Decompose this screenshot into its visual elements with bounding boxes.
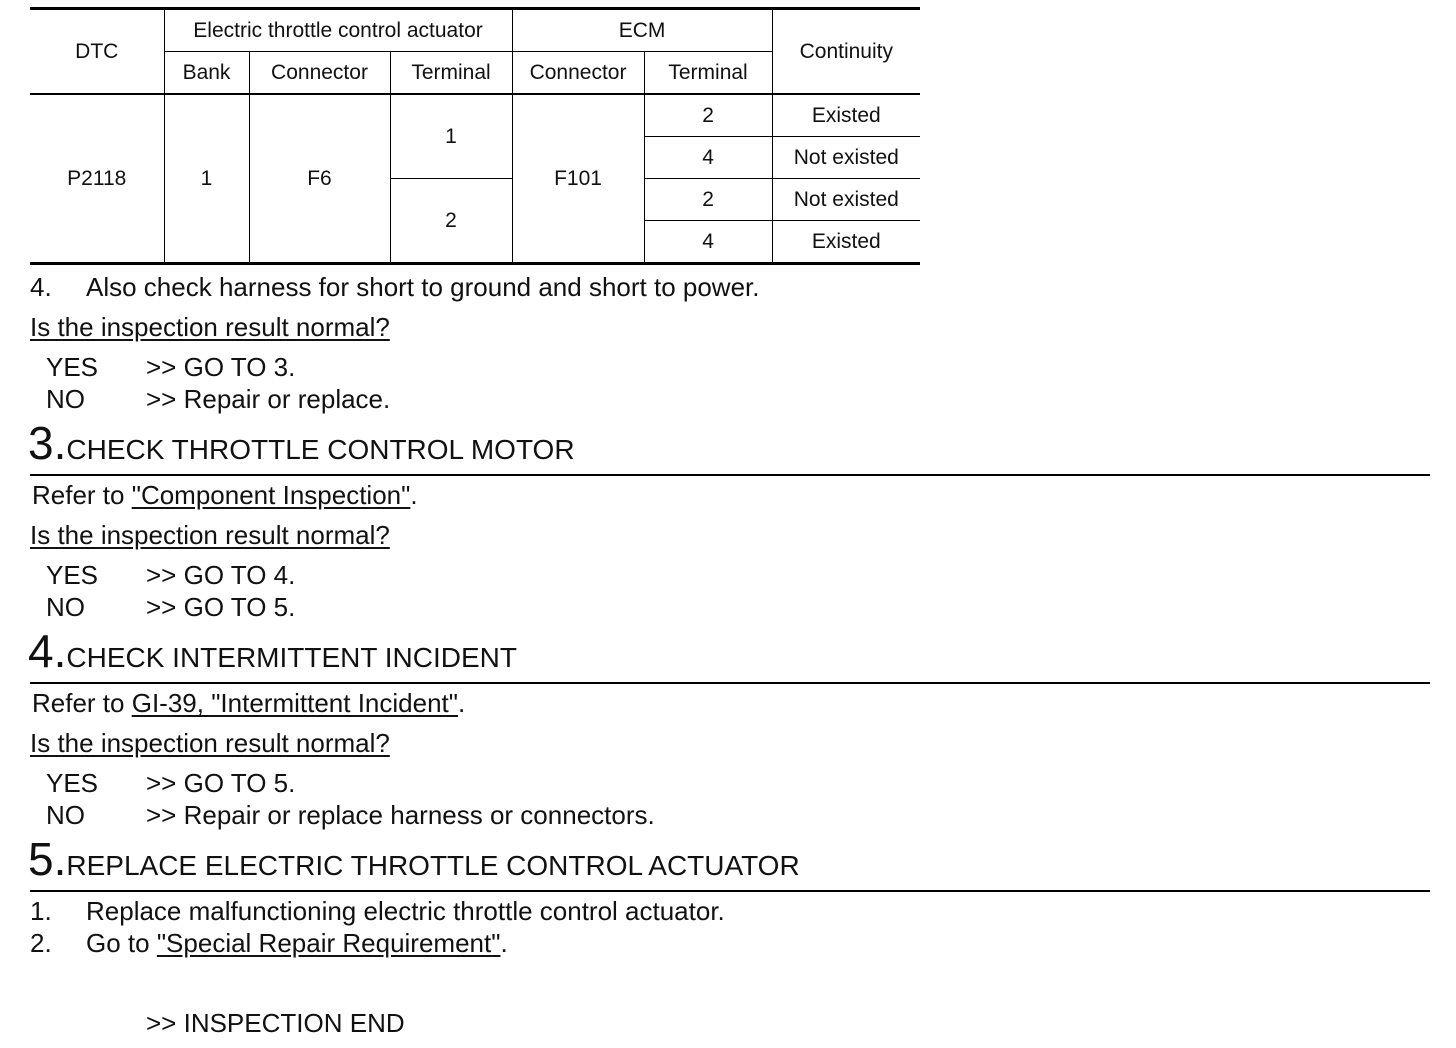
item-number: 1. [30, 896, 52, 926]
item-text: Also check harness for short to ground and short to power. [86, 272, 760, 302]
item-suffix: . [500, 928, 508, 958]
header-actuator-terminal: Terminal [390, 52, 512, 95]
yes-label: YES [46, 352, 99, 382]
item-text: Replace malfunctioning electric throttle control actuator. [86, 896, 725, 926]
no-text: >> Repair or replace. [146, 384, 391, 414]
step2-item-4 [30, 272, 760, 302]
step5-item-2 [30, 928, 508, 958]
step4-refer [32, 688, 465, 718]
step4-divider [30, 682, 1430, 684]
cell-ecm-terminal: 4 [644, 221, 772, 264]
step3-question: Is the inspection result normal? [30, 520, 390, 550]
step-number: 3. [28, 417, 67, 469]
yes-text: >> GO TO 5. [146, 768, 296, 798]
yes-text: >> GO TO 4. [146, 560, 296, 590]
no-label: NO [46, 592, 85, 622]
cell-dtc: P2118 [30, 94, 164, 264]
header-dtc: DTC [30, 9, 164, 95]
step-title: CHECK THROTTLE CONTROL MOTOR [66, 434, 575, 465]
table-row [30, 94, 920, 137]
item-number: 2. [30, 928, 52, 958]
header-ecm-connector: Connector [512, 52, 644, 95]
header-ecm-terminal: Terminal [644, 52, 772, 95]
step-title: REPLACE ELECTRIC THROTTLE CONTROL ACTUATOR [66, 850, 800, 881]
cell-bank: 1 [164, 94, 249, 264]
step3-refer [32, 480, 418, 510]
step4-heading [28, 625, 517, 677]
no-label: NO [46, 800, 85, 830]
cell-continuity: Not existed [772, 179, 920, 221]
cell-continuity: Existed [772, 94, 920, 137]
item-number: 4. [30, 272, 52, 302]
step2-question: Is the inspection result normal? [30, 312, 390, 342]
special-repair-requirement-link[interactable]: "Special Repair Requirement" [156, 928, 501, 958]
refer-prefix: Refer to [32, 480, 132, 510]
cell-actuator-terminal: 1 [390, 94, 512, 179]
step-number: 5. [28, 833, 67, 885]
step4-question: Is the inspection result normal? [30, 728, 390, 758]
no-text: >> GO TO 5. [146, 592, 296, 622]
yes-label: YES [46, 768, 99, 798]
step5-divider [30, 890, 1430, 892]
step3-heading [28, 417, 575, 469]
cell-ecm-connector: F101 [512, 94, 644, 264]
cell-continuity: Not existed [772, 137, 920, 179]
no-text: >> Repair or replace harness or connectors. [146, 800, 655, 830]
header-actuator-group: Electric throttle control actuator [164, 9, 512, 52]
yes-text: >> GO TO 3. [146, 352, 296, 382]
cell-continuity: Existed [772, 221, 920, 264]
step3-divider [30, 474, 1430, 476]
refer-prefix: Refer to [32, 688, 132, 718]
cell-ecm-terminal: 2 [644, 179, 772, 221]
inspection-end: >> INSPECTION END [146, 1008, 405, 1038]
cell-ecm-terminal: 2 [644, 94, 772, 137]
intermittent-incident-link[interactable]: GI-39, "Intermittent Incident" [131, 688, 458, 718]
header-ecm-group: ECM [512, 9, 772, 52]
yes-label: YES [46, 560, 99, 590]
step5-heading [28, 833, 800, 885]
table-header-row [30, 9, 920, 52]
step-title: CHECK INTERMITTENT INCIDENT [66, 642, 517, 673]
cell-actuator-connector: F6 [249, 94, 390, 264]
header-continuity: Continuity [772, 9, 920, 95]
refer-suffix: . [410, 480, 418, 510]
header-actuator-connector: Connector [249, 52, 390, 95]
item-prefix: Go to [86, 928, 157, 958]
cell-ecm-terminal: 4 [644, 137, 772, 179]
no-label: NO [46, 384, 85, 414]
component-inspection-link[interactable]: "Component Inspection" [131, 480, 411, 510]
continuity-table [30, 7, 920, 265]
refer-suffix: . [458, 688, 466, 718]
header-bank: Bank [164, 52, 249, 95]
step5-item-1 [30, 896, 725, 926]
cell-actuator-terminal: 2 [390, 179, 512, 264]
step-number: 4. [28, 625, 67, 677]
